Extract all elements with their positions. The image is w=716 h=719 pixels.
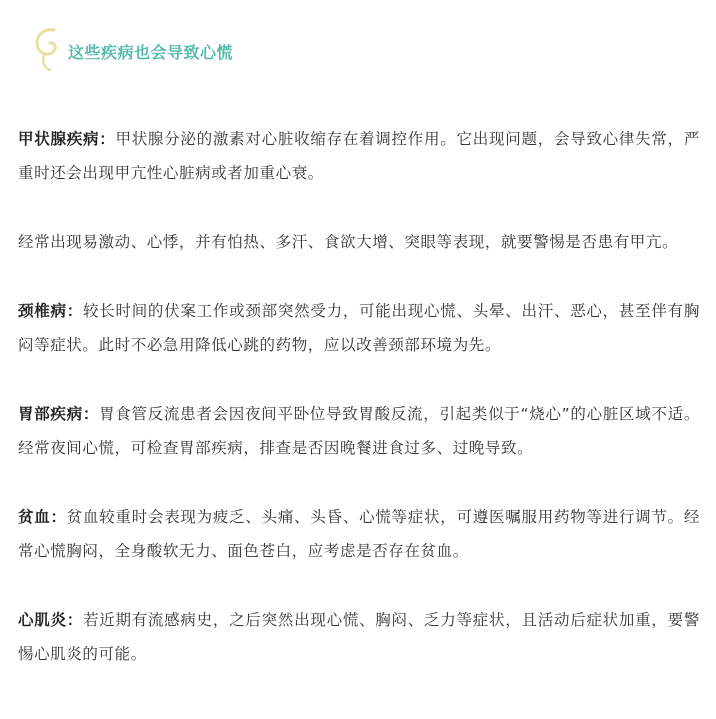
paragraph-anemia	[18, 500, 700, 568]
paragraph-text: 胃食管反流患者会因夜间平卧位导致胃酸反流，引起类似于“烧心”的心脏区域不适。经常夜间心慌，可检查胃部疾病，排查是否因晚餐进食过多、过晚导致。	[18, 405, 700, 457]
section-title: 这些疾病也会导致心慌	[68, 43, 234, 62]
paragraph-text: 较长时间的伏案工作或颈部突然受力，可能出现心慌、头晕、出汗、恶心，甚至伴有胸闷等症状。此时不必急用降低心跳的药物，应以改善颈部环境为先。	[18, 302, 700, 354]
section-header	[30, 24, 430, 74]
paragraph-myocarditis	[18, 603, 700, 671]
article-body	[18, 122, 700, 706]
paragraph-cervical	[18, 294, 700, 362]
paragraph-text: 甲状腺分泌的激素对心脏收缩存在着调控作用。它出现问题，会导致心律失常，严重时还会出现甲亢性心脏病或者加重心衰。	[18, 130, 700, 182]
paragraph-stomach	[18, 397, 700, 465]
paragraph-thyroid	[18, 122, 700, 190]
term-label: 贫血：	[18, 508, 67, 526]
term-label: 心肌炎：	[18, 611, 83, 629]
paragraph-hyperthyroid-signs	[18, 225, 700, 259]
term-label: 胃部疾病：	[18, 405, 100, 423]
paragraph-text: 经常出现易激动、心悸，并有怕热、多汗、食欲大增、突眼等表现，就要警惕是否患有甲亢。	[18, 233, 679, 251]
paragraph-text: 若近期有流感病史，之后突然出现心慌、胸闷、乏力等症状，且活动后症状加重，要警惕心肌炎的可能。	[18, 611, 700, 663]
term-label: 颈椎病：	[18, 302, 83, 320]
term-label: 甲状腺疾病：	[18, 130, 116, 148]
paragraph-text: 贫血较重时会表现为疲乏、头痛、头昏、心慌等症状，可遵医嘱服用药物等进行调节。经常心慌胸闷，全身酸软无力、面色苍白，应考虑是否存在贫血。	[18, 508, 700, 560]
